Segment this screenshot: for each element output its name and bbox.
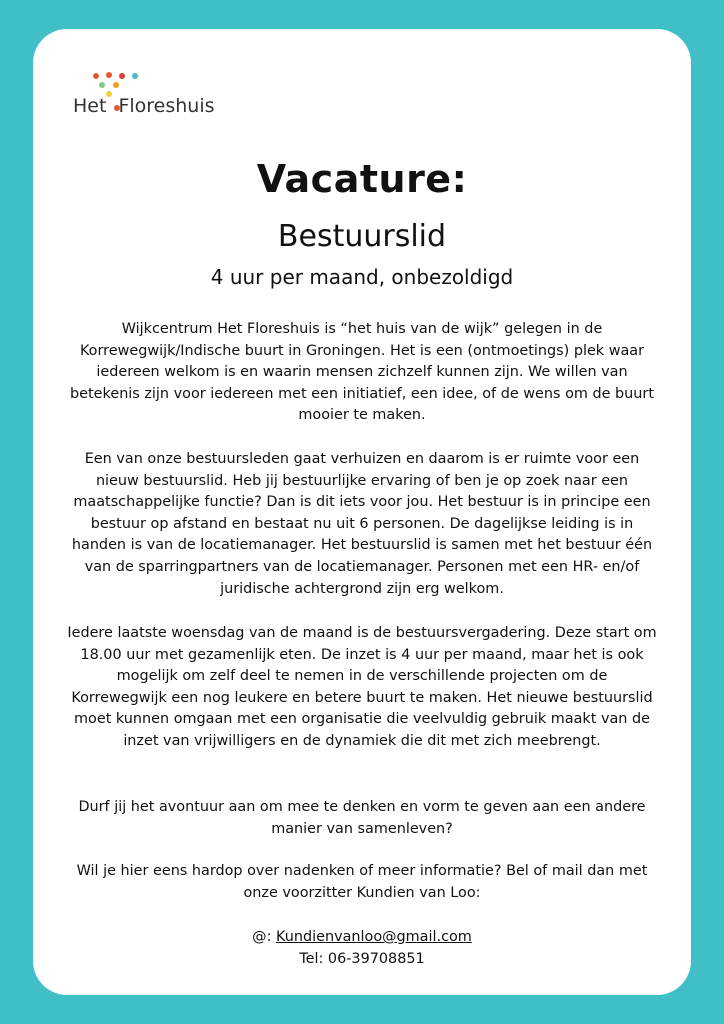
email-line: [33, 929, 691, 945]
logo-dot: [99, 82, 105, 88]
email-prefix: @:: [252, 929, 272, 945]
logo-dot: [132, 73, 138, 79]
email-link[interactable]: Kundienvanloo@gmail.com: [276, 929, 472, 945]
intro-paragraph: Wijkcentrum Het Floreshuis is “het huis van de wijk” gelegen in de Korrewegwijk/Indische buurt in Groningen. Het is een (ontmoetings) plek waar iedereen welkom is en waarin mensen zichzelf kunnen zijn. We willen van betekenis zijn voor iedereen met een initiatief, een idee, of de wens om de buurt mooier te maken.: [70, 321, 654, 424]
vacancy-paragraph: Een van onze bestuursleden gaat verhuizen en daarom is er ruimte voor een nieuw bestuurslid. Heb jij bestuurlijke ervaring of ben je op zoek naar een maatschappelijke functie? Dan is dit iets voor jou. Het bestuur is in principe een bestuur op afstand en bestaat nu uit 6 personen. De dagelijkse leiding is in handen is van de locatiemanager. Het bestuurslid is samen met het bestuur één van de sparringpartners van de locatiemanager. Personen met een HR- en/of juridische achtergrond zijn erg welkom.: [71, 451, 653, 597]
phone-number: Tel: 06-39708851: [299, 951, 425, 967]
position-title: Bestuurslid: [277, 219, 447, 254]
logo-dot: [119, 73, 125, 79]
meeting-paragraph: Iedere laatste woensdag van de maand is de bestuursvergadering. Deze start om 18.00 uur met gezamenlijk eten. De inzet is 4 uur per maand, maar het is ook mogelijk om zelf deel te nemen in de verschillende projecten om de Korrewegwijk een nog leukere en betere buurt te maken. Het nieuwe bestuurslid moet kunnen omgaan met een organisatie die veelvuldig gebruik maakt van de inzet van vrijwilligers en de dynamiek die dit met zich meebrengt.: [67, 625, 657, 749]
logo-text: Het Floreshuis: [73, 95, 215, 117]
logo-dot: [113, 82, 119, 88]
question-paragraph: Durf jij het avontuur aan om mee te denken en vorm te geven aan een andere manier van samenleven?: [78, 799, 646, 837]
vacancy-card: [33, 29, 691, 995]
floreshuis-logo: [73, 71, 243, 121]
page-title: Vacature:: [256, 157, 468, 201]
logo-dot: [106, 72, 112, 78]
logo-dot: [93, 73, 99, 79]
hours-subtitle: 4 uur per maand, onbezoldigd: [210, 265, 514, 289]
contact-paragraph: Wil je hier eens hardop over nadenken of meer informatie? Bel of mail dan met onze voorzitter Kundien van Loo:: [76, 863, 648, 901]
